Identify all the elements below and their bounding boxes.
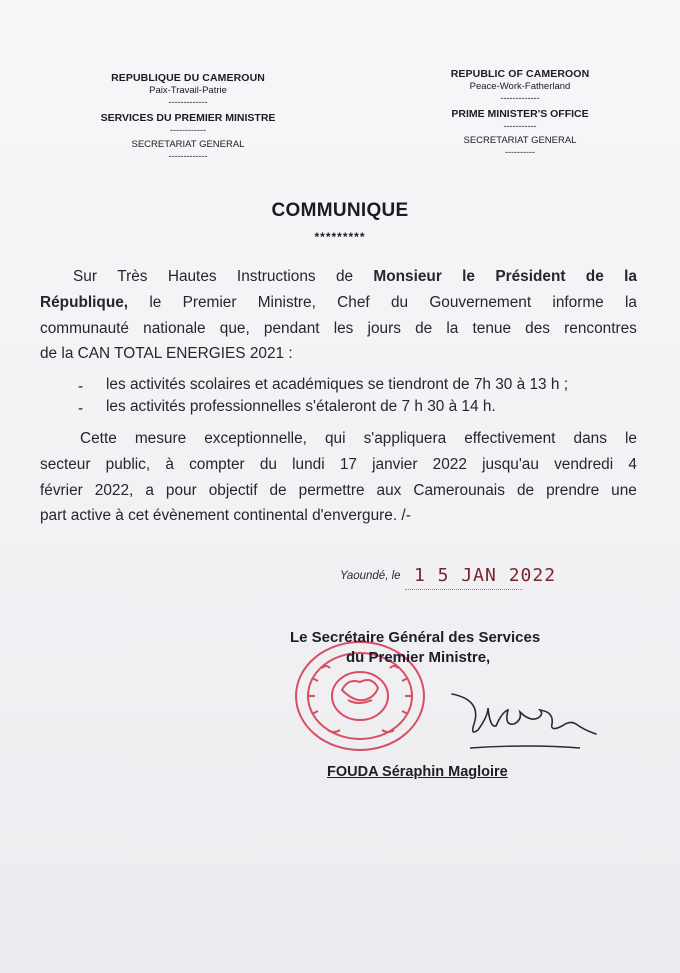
word: a: [145, 482, 154, 499]
word: la: [625, 294, 637, 311]
separator: -------------: [168, 151, 208, 161]
word: public,: [105, 456, 151, 473]
word: aux: [376, 482, 402, 499]
bullet-mark: -: [78, 378, 84, 395]
bullet-1-text: les activités scolaires et académiques se tiendront de 7h 30 à 13 h ;: [106, 376, 568, 393]
paragraph-2-line3: [40, 482, 640, 500]
title-stars: *********: [314, 230, 366, 244]
word: dans: [573, 430, 607, 447]
word: pour: [165, 482, 197, 499]
word: permettre: [298, 482, 365, 499]
secretariat-en: SECRETARIAT GENERAL: [463, 135, 577, 147]
country-en: REPUBLIC OF CAMEROON: [450, 68, 590, 80]
country-fr: REPUBLIQUE DU CAMEROUN: [111, 72, 265, 84]
word: des: [525, 320, 550, 337]
bullet-2-text: les activités professionnelles s'étaleront de 7 h 30 à 14 h.: [106, 398, 496, 415]
word: Cette: [80, 430, 117, 447]
word: tenue: [472, 320, 511, 337]
p1-line1: [40, 268, 637, 286]
p1-line4: de la CAN TOTAL ENERGIES 2021 :: [40, 345, 293, 362]
word: communauté: [40, 320, 129, 337]
word: Sur: [73, 268, 97, 285]
word: jours: [367, 320, 401, 337]
word: Président: [495, 268, 566, 285]
signatory-title-line2: du Premier Ministre,: [346, 649, 491, 667]
p2-line1: [40, 430, 637, 448]
separator: -----------: [503, 121, 537, 132]
date-dotted-line: [405, 589, 523, 590]
word: du: [259, 456, 277, 473]
motto-fr: Paix-Travail-Patrie: [149, 85, 227, 97]
word: le: [462, 268, 475, 285]
p2-line4: part active à cet évènement continental d'envergure. /-: [40, 507, 411, 524]
word: jusqu'au: [482, 456, 539, 473]
word: Chef: [337, 294, 370, 311]
word: la: [624, 268, 637, 285]
date-stamp: 1 5 JAN 2022: [414, 565, 557, 586]
separator: -------------: [500, 93, 540, 103]
signatory-title-line1: Le Secrétaire Général des Services: [290, 629, 541, 646]
word: janvier: [372, 456, 418, 473]
signatory-name: FOUDA Séraphin Magloire: [327, 764, 508, 780]
word: Ministre,: [257, 294, 316, 311]
signatory-title: [290, 628, 590, 669]
separator: ----------: [505, 147, 535, 157]
word: de: [269, 482, 287, 499]
separator: ------------: [170, 125, 206, 136]
office-en: PRIME MINISTER'S OFFICE: [451, 108, 589, 120]
place-label: Yaoundé, le: [340, 570, 401, 582]
document-title: COMMUNIQUE: [271, 200, 409, 221]
word: compter: [189, 456, 245, 473]
word: vendredi: [554, 456, 614, 473]
word: pendant: [263, 320, 320, 337]
word: qui: [325, 430, 346, 447]
word: de: [335, 268, 354, 285]
motto-en: Peace-Work-Fatherland: [469, 81, 571, 93]
p2-line2: [40, 456, 637, 474]
handwritten-signature: [450, 690, 600, 760]
paragraph-1-line2: [40, 294, 640, 312]
word: la: [446, 320, 459, 337]
word: les: [333, 320, 354, 337]
paragraph-1: [40, 268, 640, 286]
word: exceptionnelle,: [204, 430, 307, 447]
word: nationale: [143, 320, 206, 337]
word: Premier: [182, 294, 237, 311]
p1-line2: [40, 294, 637, 312]
word: Hautes: [167, 268, 217, 285]
word: informe: [552, 294, 604, 311]
word: une: [611, 482, 637, 499]
word: s'appliquera: [363, 430, 447, 447]
header-right: [400, 68, 640, 157]
word: objectif: [208, 482, 258, 499]
word: de: [415, 320, 433, 337]
word: Gouvernement: [429, 294, 532, 311]
word: 2022: [432, 456, 467, 473]
word: le: [149, 294, 162, 311]
word: lundi: [292, 456, 325, 473]
word: que,: [219, 320, 250, 337]
paragraph-2-line2: [40, 456, 640, 474]
word: février: [40, 482, 83, 499]
word: du: [390, 294, 409, 311]
p2-line3: [40, 482, 637, 500]
word: Instructions: [236, 268, 316, 285]
word: 17: [339, 456, 357, 473]
word: Très: [117, 268, 148, 285]
word: mesure: [134, 430, 187, 447]
word: de: [585, 268, 604, 285]
word: prendre: [546, 482, 600, 499]
header-left: [80, 72, 296, 161]
word: effectivement: [464, 430, 556, 447]
office-fr: SERVICES DU PREMIER MINISTRE: [100, 112, 276, 124]
word: de: [516, 482, 535, 499]
bullet-mark: -: [78, 400, 84, 417]
word: République,: [40, 294, 129, 311]
p1-line3: [40, 320, 637, 338]
word: Camerounais: [413, 482, 505, 499]
paragraph-2: [40, 430, 640, 448]
word: rencontres: [564, 320, 637, 337]
secretariat-fr: SECRETARIAT GENERAL: [131, 139, 245, 151]
word: à: [165, 456, 174, 473]
word: 2022,: [94, 482, 134, 499]
paragraph-1-line3: [40, 320, 640, 338]
word: 4: [628, 456, 637, 473]
word: le: [624, 430, 637, 447]
word: secteur: [40, 456, 91, 473]
separator: -------------: [168, 97, 208, 107]
word: Monsieur: [373, 268, 442, 285]
